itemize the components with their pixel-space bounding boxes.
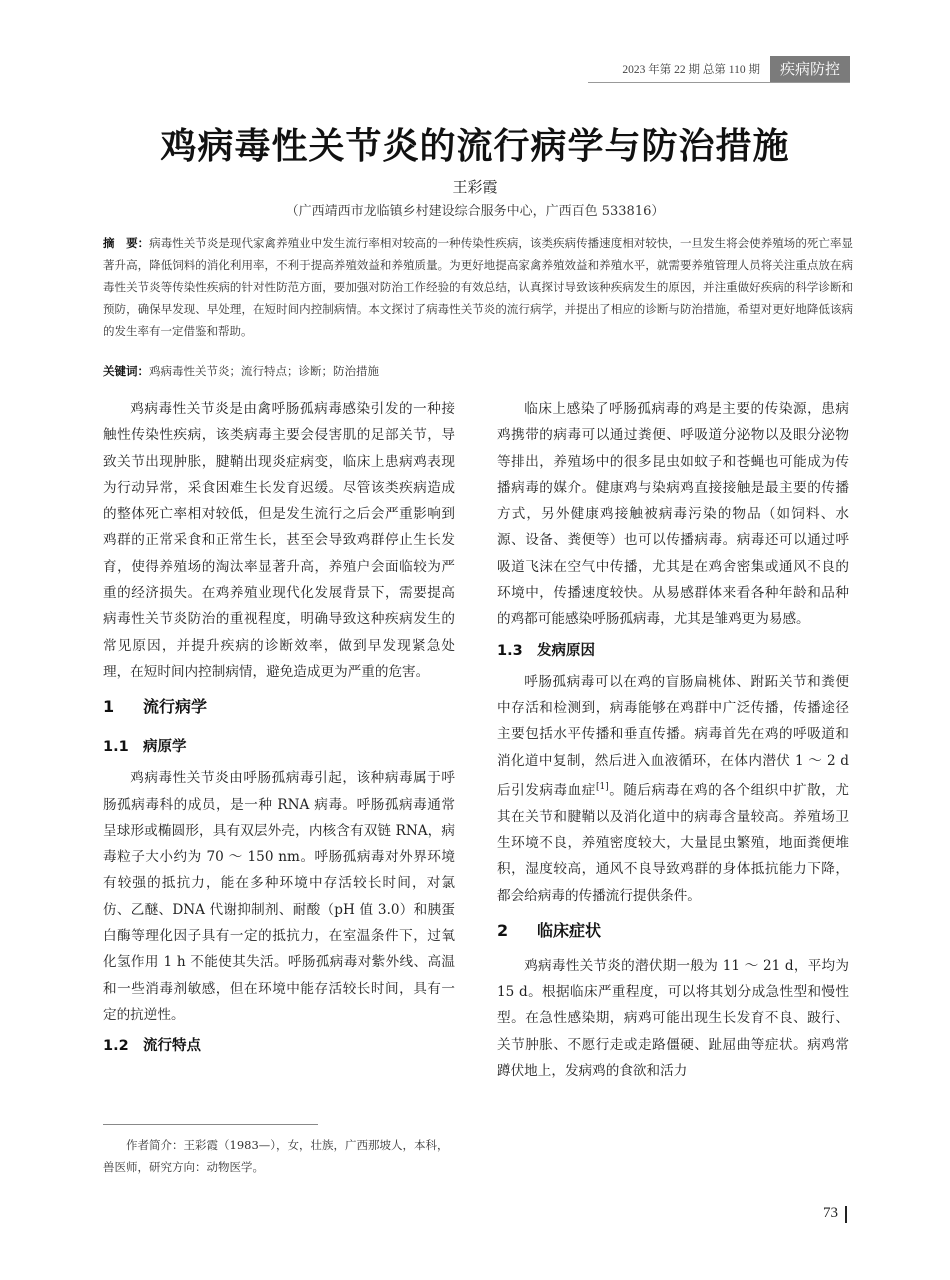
subsection-heading [497,633,849,669]
section-heading [497,909,849,953]
abstract-text: 病毒性关节炎是现代家禽养殖业中发生流行率相对较高的一种传染性疾病，该类疾病传播速度相对较快，一旦发生将会使养殖场的死亡率显著升高，降低饲料的消化利用率，不利于提高养殖效益和养殖质量。为更好地提高家禽养殖效益和养殖水平，就需要养殖管理人员将关注重点放在病毒性关节炎等传染性疾病的针对性防范方面，要加强对防治工作经验的有效总结，认真探讨导致该种疾病发生的原因，并注重做好疾病的科学诊断和预防，确保早发现、早处理，在短时间内控制病情。本文探讨了病毒性关节炎的流行病学，并提出了相应的诊断与防治措施，希望对更好地降低该病的发生率有一定借鉴和帮助。 [103,236,853,338]
subsection-number: 1.2 [103,1038,129,1055]
footnote-rule [103,1124,318,1125]
subsection-title: 流行特点 [143,1038,201,1055]
paragraph-text: 。随后病毒在鸡的各个组织中扩散，尤其在关节和腱鞘以及消化道中的病毒含量较高。养殖场卫生环境不良，养殖密度较大，大量昆虫繁殖，地面粪便堆积，湿度较高，通风不良导致鸡群的身体抵抗能力下降，都会给病毒的传播流行提供条件。 [497,782,850,904]
subsection-heading [103,1028,455,1064]
abstract-label: 摘 要： [103,236,150,250]
page-number: 73 [823,1205,838,1221]
keywords [103,360,853,382]
right-column [497,396,849,1084]
section-number: 1 [103,697,115,717]
abstract [103,232,853,342]
subsection-title: 发病原因 [537,642,595,659]
subsection-number: 1.3 [497,642,523,659]
section-title: 临床症状 [537,920,602,940]
article-title: 鸡病毒性关节炎的流行病学与防治措施 [160,126,790,167]
running-header [588,56,850,82]
citation-ref: [1] [595,781,609,792]
body-paragraph: 鸡病毒性关节炎的潜伏期一般为 11 ～ 21 d，平均为 15 d。根据临床严重程度，可以将其划分成急性型和慢性型。在急性感染期，病鸡可能出现生长发育不良、跛行、关节肿胀、不愿行走或走路僵硬、趾屈曲等症状。病鸡常蹲伏地上，发病鸡的食欲和活力 [497,957,849,1080]
author-name: 王彩霞 [452,178,498,196]
section-badge: 疾病防控 [770,56,850,82]
page-number-bar [845,1206,847,1223]
keywords-text: 鸡病毒性关节炎；流行特点；诊断；防治措施 [149,364,379,378]
body-paragraph: 临床上感染了呼肠孤病毒的鸡是主要的传染源，患病鸡携带的病毒可以通过粪便、呼吸道分泌物以及眼分泌物等排出，养殖场中的很多昆虫如蚊子和苍蝇也可能成为传播病毒的媒介。健康鸡与染病鸡直接接触是最主要的传播方式，另外健康鸡接触被病毒污染的物品（如饲料、水源、设备、粪便等）也可以传播病毒。病毒还可以通过呼吸道飞沫在空气中传播，尤其是在鸡舍密集或通风不良的环境中，传播速度较快。从易感群体来看各种年龄和品种的鸡都可能感染呼肠孤病毒，尤其是雏鸡更为易感。 [497,401,849,628]
body-paragraph: 鸡病毒性关节炎由呼肠孤病毒引起，该种病毒属于呼肠孤病毒科的成员，是一种 RNA 病毒。呼肠孤病毒通常呈球形或椭圆形，具有双层外壳，内核含有双链 RNA，病毒粒子大小约为 70 ～ 150 nm。呼肠孤病毒对外界环境有较强的抵抗力，能在多种环境中存活较长时间，对氯仿、乙醚、DNA 代谢抑制剂、耐酸（pH 值 3.0）和胰蛋白酶等理化因子具有一定的抵抗力，在室温条件下，过氧化氢作用 1 h 不能使其失活。呼肠孤病毒对紫外线、高温和一些消毒剂敏感，但在环境中能存活较长时间，具有一定的抗逆性。 [103,770,455,1023]
author-affiliation: （广西靖西市龙临镇乡村建设综合服务中心，广西百色 533816） [285,204,665,219]
body-paragraph [497,669,849,909]
subsection-number: 1.1 [103,739,129,756]
author-footnote: 作者简介：王彩霞（1983—），女，壮族，广西那坡人，本科，兽医师，研究方向：动物医学。 [103,1138,449,1174]
subsection-title: 病原学 [143,739,187,756]
left-column [103,396,455,1064]
issue-info: 2023 年第 22 期 总第 110 期 [622,64,760,76]
section-number: 2 [497,920,509,940]
section-title: 流行病学 [143,697,208,717]
header-rule [588,82,850,83]
section-heading [103,685,455,729]
keywords-label: 关键词： [103,364,149,378]
intro-paragraph: 鸡病毒性关节炎是由禽呼肠孤病毒感染引发的一种接触性传染性疾病，该类病毒主要会侵害肌的足部关节，导致关节出现肿胀，腱鞘出现炎症病变，临床上患病鸡表现为行动异常，采食困难生长发育迟缓。尽管该类疾病造成的整体死亡率相对较低，但是发生流行之后会严重影响到鸡群的正常采食和正常生长，甚至会导致鸡群停止生长发育，使得养殖场的淘汰率显著升高，养殖户会面临较为严重的经济损失。在鸡养殖业现代化发展背景下，需要提高病毒性关节炎防治的重视程度，明确导致这种疾病发生的常见原因，并提升疾病的诊断效率，做到早发现紧急处理，在短时间内控制病情，避免造成更为严重的危害。 [103,401,455,680]
subsection-heading [103,729,455,765]
paragraph-text: 呼肠孤病毒可以在鸡的盲肠扁桃体、跗跖关节和粪便中存活和检测到，病毒能够在鸡群中广泛传播，传播途径主要包括水平传播和垂直传播。病毒首先在鸡的呼吸道和消化道中复制，然后进入血液循环，在体内潜伏 1 ～ 2 d 后引发病毒血症 [497,673,849,799]
